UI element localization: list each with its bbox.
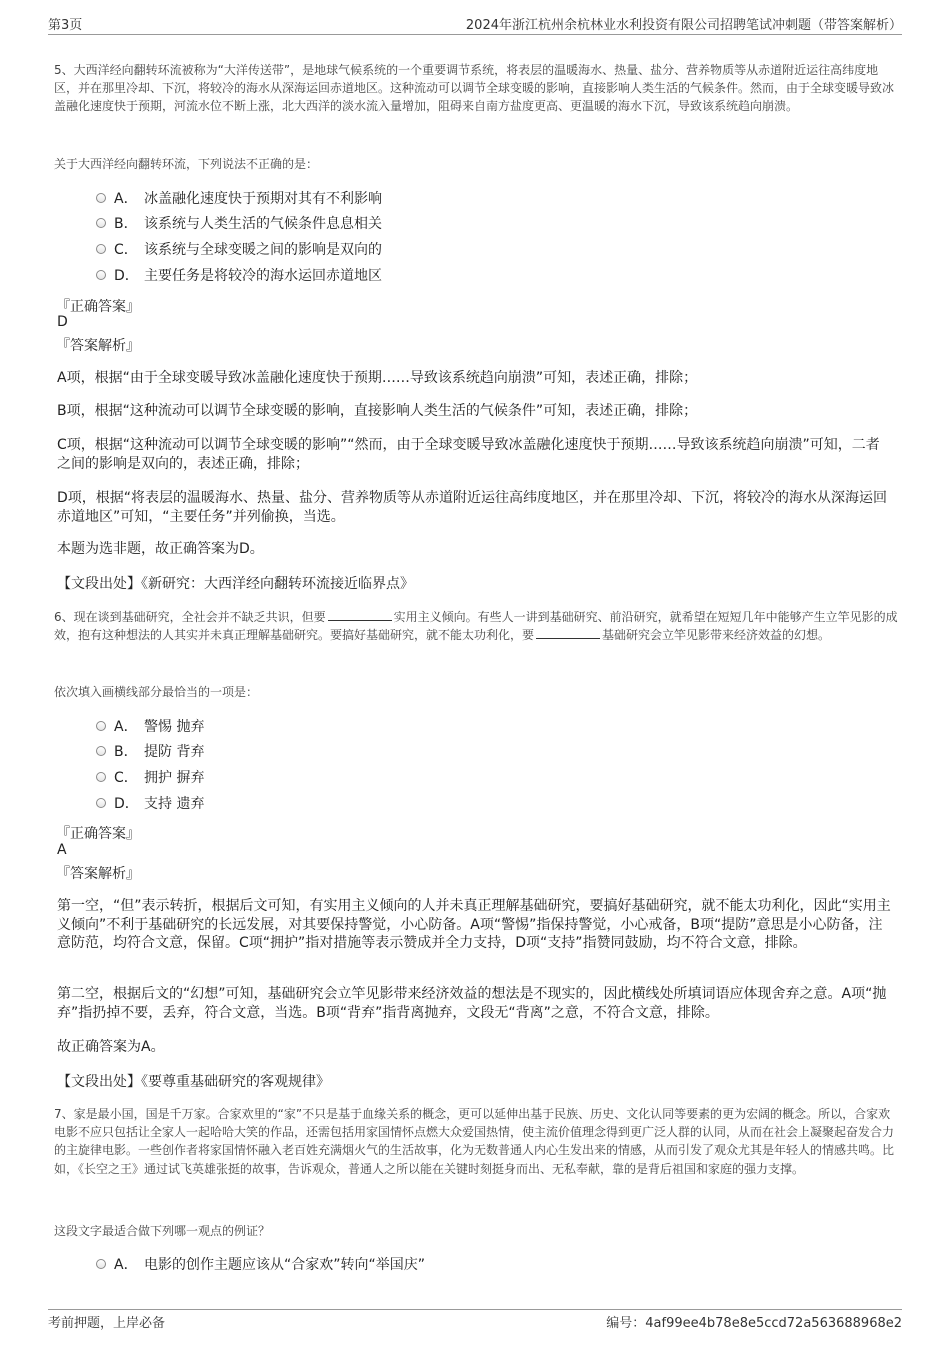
header-divider — [48, 34, 902, 35]
fill-blank-1 — [328, 608, 392, 621]
question-5-prompt: 关于大西洋经向翻转环流，下列说法不正确的是： — [54, 157, 319, 171]
q5-option-c[interactable]: C． 该系统与全球变暖之间的影响是双向的 — [96, 240, 382, 260]
radio-icon[interactable] — [96, 244, 106, 254]
radio-icon[interactable] — [96, 772, 106, 782]
q6-option-a[interactable]: A． 警惕 抛弃 — [96, 717, 204, 737]
radio-icon[interactable] — [96, 746, 106, 756]
q6-conclusion: 故正确答案为A。 — [57, 1039, 165, 1055]
q6-option-b[interactable]: B． 提防 背弃 — [96, 742, 204, 762]
question-6-prompt: 依次填入画横线部分最恰当的一项是： — [54, 685, 259, 699]
q5-option-b[interactable]: B． 该系统与人类生活的气候条件息息相关 — [96, 214, 382, 234]
q5-source: 【文段出处】《新研究：大西洋经向翻转环流接近临界点》 — [57, 576, 414, 592]
q5-analysis-d: D项，根据“将表层的温暖海水、热量、盐分、营养物质等从赤道附近运往高纬度地区，并在那里冷却、下沉，将较冷的海水从深海运回赤道地区”可知，“主要任务”并列偷换，当选。 — [57, 490, 888, 525]
q5-analysis-c: C项，根据“这种流动可以调节全球变暖的影响”“然而，由于全球变暖导致冰盖融化速度快于预期……导致该系统趋向崩溃”可知，二者之间的影响是双向的，表述正确，排除； — [57, 437, 880, 472]
q5-analysis-a: A项，根据“由于全球变暖导致冰盖融化速度快于预期……导致该系统趋向崩溃”可知，表述正确，排除； — [57, 370, 698, 386]
q5-option-d[interactable]: D． 主要任务是将较冷的海水运回赤道地区 — [96, 266, 382, 286]
footer-divider — [48, 1309, 902, 1310]
radio-icon[interactable] — [96, 270, 106, 280]
q5-analysis-label: 『答案解析』 — [56, 338, 140, 354]
q6-option-c[interactable]: C． 拥护 摒弃 — [96, 768, 204, 788]
question-7-prompt: 这段文字最适合做下列哪一观点的例证？ — [54, 1224, 271, 1238]
question-6-stem: 6、现在谈到基础研究，全社会并不缺乏共识，但要 实用主义倾向。有些人一讲到基础研究、前沿研究，就希望在短短几年中能够产生立竿见影的成效，抱有这种想法的人其实并未真正理解基础研究。要搞好基础研究，就不能太功利化，要 基础研究会立竿见影带来经济效益的幻想。 — [54, 610, 898, 643]
q6-answer: A — [57, 842, 67, 858]
radio-icon[interactable] — [96, 193, 106, 203]
footer-slogan: 考前押题，上岸必备 — [48, 1316, 166, 1331]
q6-analysis-second-blank: 第二空，根据后文的“幻想”可知，基础研究会立竿见影带来经济效益的想法是不现实的，因此横线处所填词语应体现舍弃之意。A项“抛弃”指扔掉不要，丢弃，符合文意，当选。B项“背弃”指背离抛弃，文段无“背离”之意，不符合文意，排除。 — [57, 986, 887, 1021]
question-7-stem: 7、家是最小国，国是千万家。合家欢里的“家”不只是基于血缘关系的概念，更可以延伸出基于民族、历史、文化认同等要素的更为宏阔的概念。所以，合家欢电影不应只包括让全家人一起哈哈大笑的作品，还需包括用家国情怀点燃大众爱国热情，使主流价值理念得到更广泛人群的认同，从而在社会上凝聚起奋发合力的主旋律电影。一些创作者将家国情怀融入老百姓充满烟火气的生活故事，化为无数普通人内心生发出来的情感，从而引发了观众尤其是年轻人的情感共鸣。比如，《长空之王》通过试飞英雄张挺的故事，告诉观众，普通人之所以能在关键时刻挺身而出、无私奉献，靠的是背后祖国和家庭的强力支撑。 — [54, 1107, 895, 1176]
q5-answer-label: 『正确答案』 — [56, 299, 140, 315]
fill-blank-2 — [536, 626, 600, 639]
question-5-stem: 5、大西洋经向翻转环流被称为“大洋传送带”，是地球气候系统的一个重要调节系统，将表层的温暖海水、热量、盐分、营养物质等从赤道附近运往高纬度地区，并在那里冷却、下沉，将较冷的海水从深海运回赤道地区。这种流动可以调节全球变暖的影响，直接影响人类生活的气候条件。然而，由于全球变暖导致冰盖融化速度快于预期，河流水位不断上涨，北大西洋的淡水流入量增加，阻碍来自南方盐度更高、更温暖的海水下沉，导致该系统趋向崩溃。 — [54, 63, 895, 114]
radio-icon[interactable] — [96, 218, 106, 228]
q5-analysis-b: B项，根据“这种流动可以调节全球变暖的影响，直接影响人类生活的气候条件”可知，表述正确，排除； — [57, 403, 698, 419]
radio-icon[interactable] — [96, 798, 106, 808]
q5-answer: D — [57, 314, 68, 330]
q6-analysis-label: 『答案解析』 — [56, 866, 140, 882]
q6-source: 【文段出处】《要尊重基础研究的客观规律》 — [57, 1074, 330, 1090]
document-id: 编号：4af99ee4b78e8e5ccd72a563688968e2 — [606, 1316, 902, 1331]
q6-answer-label: 『正确答案』 — [56, 826, 140, 842]
page-header — [48, 14, 902, 36]
page-number: 第3页 — [48, 18, 83, 33]
document-title: 2024年浙江杭州余杭林业水利投资有限公司招聘笔试冲刺题（带答案解析） — [465, 18, 902, 33]
radio-icon[interactable] — [96, 721, 106, 731]
q5-conclusion: 本题为选非题，故正确答案为D。 — [57, 541, 264, 557]
q6-option-d[interactable]: D． 支持 遗弃 — [96, 794, 204, 814]
q6-analysis-first-blank: 第一空，“但”表示转折，根据后文可知，有实用主义倾向的人并未真正理解基础研究，要搞好基础研究，就不能太功利化，因此“实用主义倾向”不利于基础研究的长远发展，对其要保持警觉，小心防备。A项“警惕”指保持警觉，小心戒备，B项“提防”意思是小心防备，注意防范，均符合文意，保留。C项“拥护”指对措施等表示赞成并全力支持，D项“支持”指赞同鼓励，均不符合文意，排除。 — [57, 898, 891, 951]
radio-icon[interactable] — [96, 1259, 106, 1269]
q5-option-a[interactable]: A． 冰盖融化速度快于预期对其有不利影响 — [96, 189, 382, 209]
q7-option-a[interactable]: A． 电影的创作主题应该从“合家欢”转向“举国庆” — [96, 1255, 425, 1275]
